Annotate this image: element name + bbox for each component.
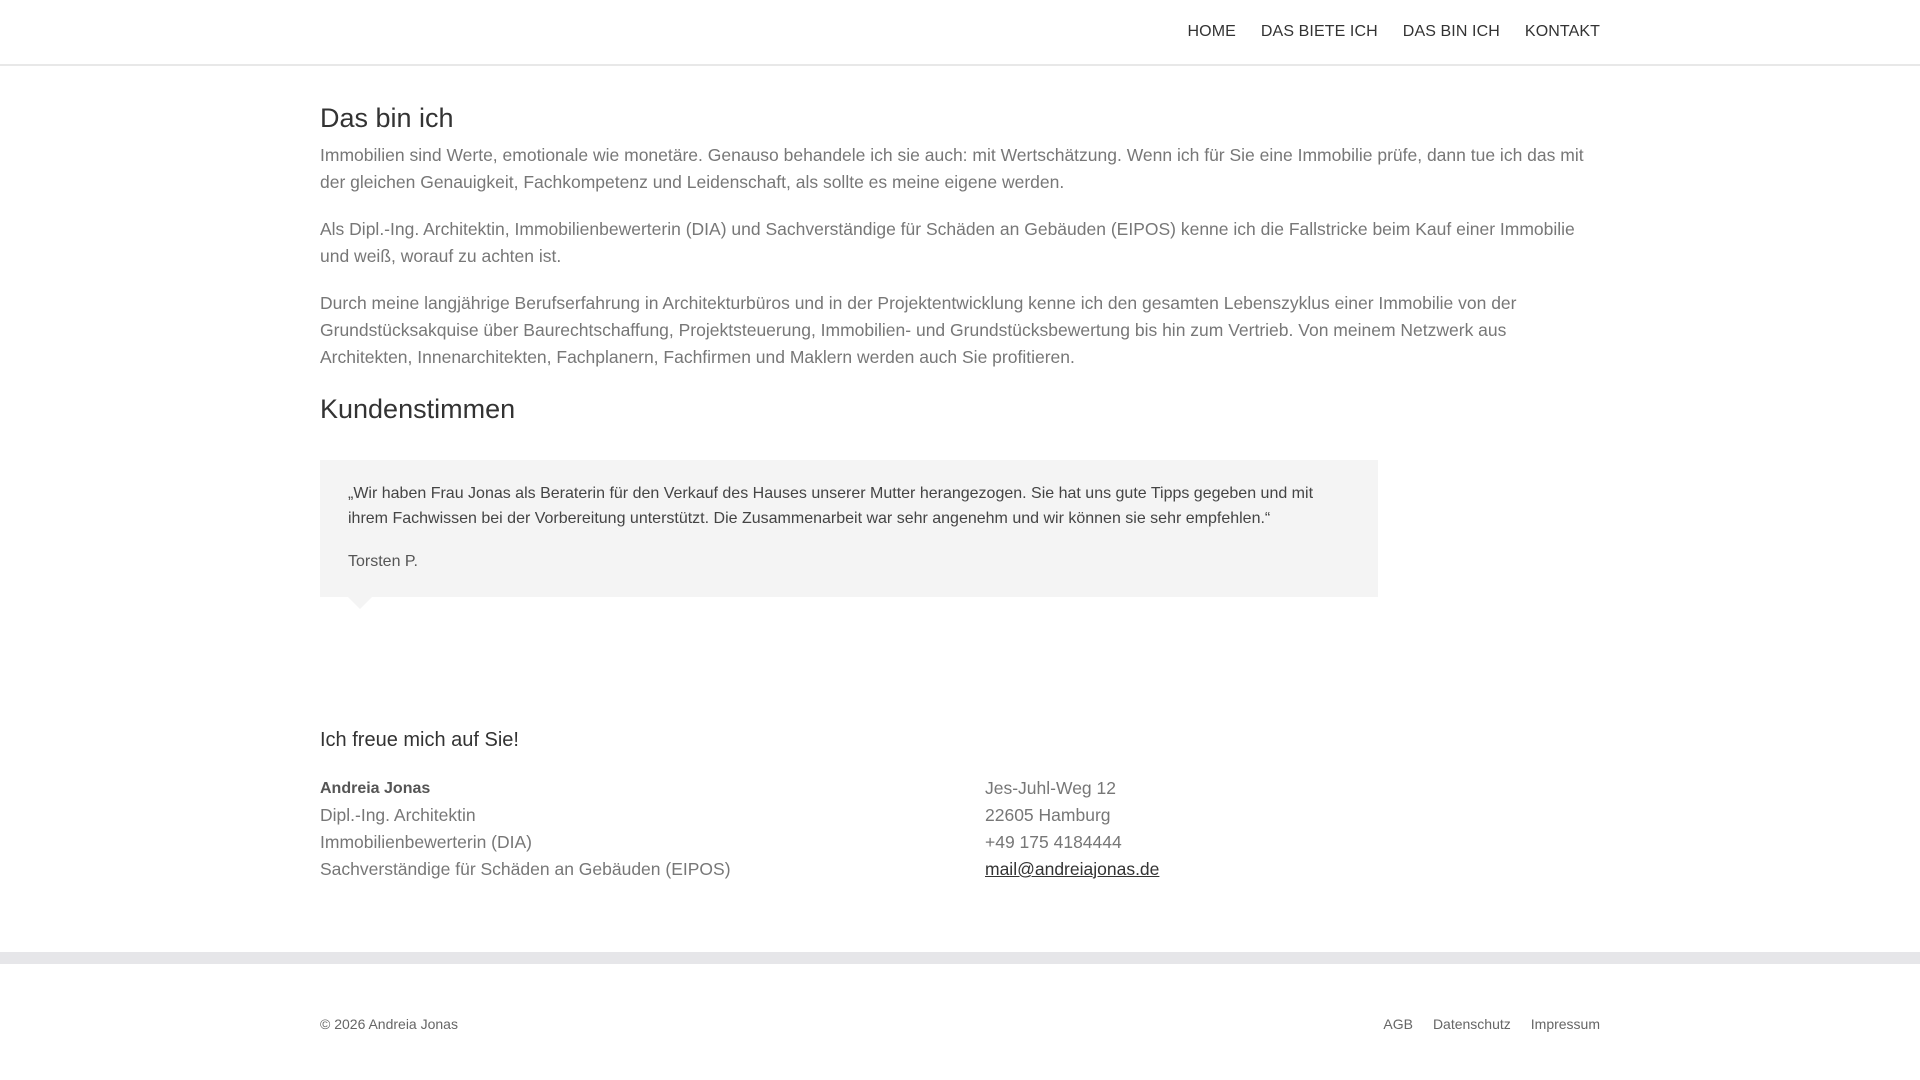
contact-person: [320, 775, 731, 883]
footer-divider: [0, 952, 1920, 964]
contact-qualification: Dipl.-Ing. Architektin: [320, 805, 476, 825]
nav-link-home[interactable]: HOME: [1187, 23, 1236, 40]
testimonial-quote: „Wir haben Frau Jonas als Beraterin für den Verkauf des Hauses unserer Mutter herangezogen. Sie hat uns gute Tipps gegeben und mit ihrem Fachwissen bei der Vorbereitung unterstützt. Die Zusammenarbeit war sehr angenehm und wir können sie sehr empfehlen.“: [348, 485, 1314, 527]
contact-name: Andreia Jonas: [320, 780, 431, 797]
footer-link-impressum[interactable]: Impressum: [1530, 1016, 1600, 1032]
contact-street: Jes-Juhl-Weg 12: [985, 778, 1116, 798]
main-nav: [1188, 22, 1601, 42]
contact-qualification: Sachverständige für Schäden an Gebäuden (EIPOS): [320, 859, 731, 879]
testimonials-title: Kundenstimmen: [320, 394, 516, 424]
footer-link-datenschutz[interactable]: Datenschutz: [1432, 1016, 1511, 1032]
footer-links: [1383, 1014, 1600, 1034]
contact-qualification: Immobilienbewerterin (DIA): [320, 832, 533, 852]
about-paragraph: Immobilien sind Werte, emotionale wie monetäre. Genauso behandele ich sie auch: mit Wertschätzung. Wenn ich für Sie eine Immobilie prüfe, dann tue ich das mit der gleichen Genauigkeit, Fachkompetenz und Leidenschaft, als sollte es meine eigene werden.: [320, 145, 1584, 192]
site-header: [0, 0, 1920, 66]
nav-link-das-bin-ich[interactable]: DAS BIN ICH: [1402, 23, 1500, 40]
about-paragraph: Durch meine langjährige Berufserfahrung in Architekturbüros und in der Projektentwicklung kenne ich den gesamten Lebenszyklus einer Immobilie von der Grundstücksakquise über Baurechtschaffung, Projektsteuerung, Immobilien- und Grundstücksbewertung bis hin zum Vertrieb. Von meinem Netzwerk aus Architekten, Innenarchitekten, Fachplanern, Fachfirmen und Maklern werden auch Sie profitieren.: [320, 293, 1517, 367]
testimonials-section: [320, 391, 1600, 597]
main-content: [320, 100, 1600, 597]
about-paragraph: Als Dipl.-Ing. Architektin, Immobilienbewerterin (DIA) und Sachverständige für Schäden an Gebäuden (EIPOS) kenne ich die Fallstricke beim Kauf einer Immobilie und weiß, worauf zu achten ist.: [320, 219, 1575, 266]
footer-copyright: © 2026 Andreia Jonas: [320, 1016, 458, 1032]
contact-phone: +49 175 4184444: [985, 832, 1122, 852]
about-title: Das bin ich: [320, 103, 454, 133]
about-section: [320, 100, 1600, 371]
contact-city: 22605 Hamburg: [985, 805, 1111, 825]
footer-link-agb[interactable]: AGB: [1383, 1016, 1413, 1032]
nav-link-kontakt[interactable]: KONTAKT: [1524, 23, 1600, 40]
contact-email-link[interactable]: mail@andreiajonas.de: [985, 859, 1160, 879]
contact-address: [985, 775, 1159, 883]
contact-title: Ich freue mich auf Sie!: [320, 729, 519, 751]
testimonial-author: Torsten P.: [348, 553, 418, 570]
nav-link-das-biete-ich[interactable]: DAS BIETE ICH: [1260, 23, 1378, 40]
testimonial-card: [320, 460, 1378, 597]
